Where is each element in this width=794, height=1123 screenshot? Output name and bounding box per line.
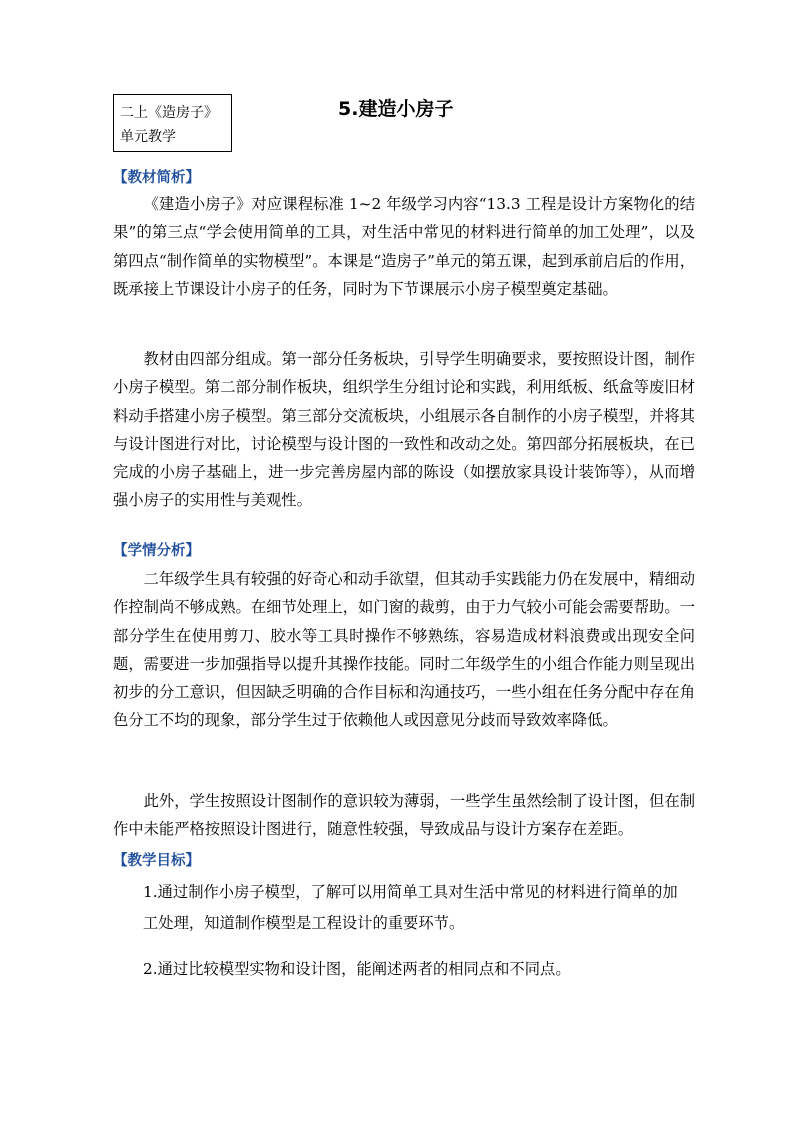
paragraph-textbook-1: 《建造小房子》对应课程标准 1~2 年级学习内容“13.3 工程是设计方案物化的结果”的第三点“学会使用简单的工具，对生活中常见的材料进行简单的加工处理”，以及第四点“制作简单的实物模型”。本课是“造房子”单元的第五课，起到承前启后的作用，既承接上节课设计小房子的任务，同时为下节课展示小房子模型奠定基础。	[113, 195, 695, 298]
heading-student-analysis: 【学情分析】	[113, 543, 200, 559]
unit-tag-box	[113, 94, 232, 152]
heading-textbook-analysis: 【教材简析】	[113, 170, 200, 186]
paragraph-textbook-2: 教材由四部分组成。第一部分任务板块，引导学生明确要求，要按照设计图，制作小房子模型。第二部分制作板块，组织学生分组讨论和实践，利用纸板、纸盒等废旧材料动手搭建小房子模型。第三部分交流板块，小组展示各自制作的小房子模型，并将其与设计图进行对比，讨论模型与设计图的一致性和改动之处。第四部分拓展板块，在已完成的小房子基础上，进一步完善房屋内部的陈设（如摆放家具设计装饰等），从而增强小房子的实用性与美观性。	[113, 350, 695, 510]
paragraph-students-1: 二年级学生具有较强的好奇心和动手欲望，但其动手实践能力仍在发展中，精细动作控制尚不够成熟。在细节处理上，如门窗的裁剪，由于力气较小可能会需要帮助。一部分学生在使用剪刀、胶水等工具时操作不够熟练，容易造成材料浪费或出现安全问题，需要进一步加强指导以提升其操作技能。同时二年级学生的小组合作能力则呈现出初步的分工意识，但因缺乏明确的合作目标和沟通技巧，一些小组在任务分配中存在角色分工不均的现象，部分学生过于依赖他人或因意见分歧而导致效率降低。	[113, 570, 695, 730]
goal-item-1: 1.通过制作小房子模型，了解可以用简单工具对生活中常见的材料进行简单的加工处理，知道制作模型是工程设计的重要环节。	[143, 883, 678, 932]
paragraph-students-2: 此外，学生按照设计图制作的意识较为薄弱，一些学生虽然绘制了设计图，但在制作中未能严格按照设计图进行，随意性较强，导致成品与设计方案存在差距。	[113, 792, 695, 839]
unit-tag-text: 二上《造房子》单元教学	[120, 105, 218, 145]
page-title: 5.建造小房子	[338, 98, 454, 120]
goal-item-2: 2.通过比较模型实物和设计图，能阐述两者的相同点和不同点。	[143, 960, 571, 978]
heading-teaching-goals: 【教学目标】	[113, 853, 200, 869]
